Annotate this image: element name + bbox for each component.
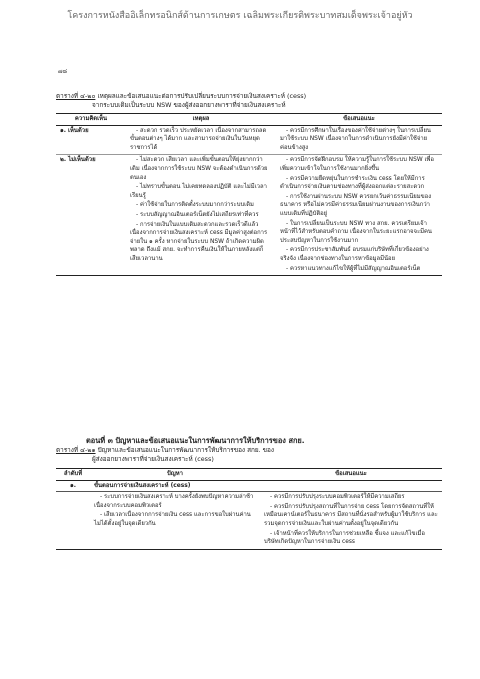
table2-caption <box>56 446 436 464</box>
suggestion-item: - ควรมีการจัดฝึกอบรม ให้ความรู้ในการใช้ระบบ NSW เพื่อเพิ่มความเข้าใจในการใช้งานมากยิ่งขึ้น <box>280 157 434 172</box>
table2-header-row <box>56 469 442 481</box>
table2-header: ข้อเสนอแนะ <box>260 469 442 481</box>
suggestion-item: - การใช้งานผ่านระบบ NSW ควรยกเว้นค่าธรรมเนียมของธนาคาร หรือไม่ควรมีค่าธรรมเนียมผ่านงานของการเงินกว่าแบบเดิมที่ปฏิบัติอยู่ <box>280 193 432 217</box>
table-row <box>56 125 442 155</box>
reason-cell <box>126 155 276 276</box>
problem-item: - ระบบการจ่ายเงินสงเคราะห์ บางครั้งยังพบปัญหาความล่าช้าเนื่องจากระบบคอมพิวเตอร์ <box>94 494 254 509</box>
table1 <box>56 113 442 276</box>
table-row <box>56 155 442 276</box>
table2-header: ปัญหา <box>90 469 260 481</box>
table2-header: ลำดับที่ <box>56 469 90 481</box>
section-title: ตอนที่ ๓ ปัญหาและข้อเสนอแนะในการพัฒนาการให้บริการของ สกย. <box>86 436 305 445</box>
table1-caption-line2: จากระบบเดิมเป็นระบบ NSW ของผู้ส่งออกยางพาราที่จ่ายเงินสงเคราะห์ <box>92 101 286 109</box>
opinion-cell: ๑. เห็นด้วย <box>56 125 126 155</box>
table2-caption-text: ปัญหาและข้อเสนอแนะในการพัฒนาการให้บริการของ สกย. ของ <box>97 446 274 454</box>
group-row <box>56 480 442 492</box>
problem-item: - เสียเวลาเนื่องจากการจ่ายเงิน cess และการขอใบผ่านค่านไม่ได้ตั้งอยู่ในจุดเดียวกัน <box>94 512 251 527</box>
suggestion-item: - ควรมีการประชาสัมพันธ์ อบรมแก่บริษัทที่เกี่ยวข้องอย่างจริงจัง เนื่องจากช่องทางในการหาข้อมูลมีน้อย <box>280 247 429 262</box>
table1-header: ข้อเสนอแนะ <box>276 114 442 126</box>
suggestion-cell <box>276 125 442 155</box>
reason-item: - ไม่ทราบขั้นตอน ไม่เคยทดลองปฏิบัติ และไม่มีเวลาเรียนรู้ <box>130 184 267 199</box>
table1-header: ความคิดเห็น <box>56 114 126 126</box>
suggestion-item: - ควรมีการปรับปรุงสถานที่ในการจ่าย cess โดยการจัดสถานที่ให้เหมือนเคาน์เตอร์ในธนาคาร มีสถานที่นั่งรอสำหรับผู้มาใช้บริการ และรวมจุดการจ่ายเงินและใบผ่านค่านตั้งอยู่ในจุดเดียวกัน <box>264 503 438 527</box>
table1-caption-text: เหตุผลและข้อเสนอแนะต่อการปรับเปลี่ยนระบบการจ่ายเงินสงเคราะห์ (cess) <box>97 92 307 100</box>
reason-cell <box>126 125 276 155</box>
page-number: ๗๘ <box>58 68 68 75</box>
reason-item: - ค่าใช้จ่ายในการติดตั้งระบบมากกว่าระบบเดิม <box>136 202 254 209</box>
problem-cell <box>90 492 260 550</box>
empty-cell <box>56 492 90 550</box>
suggestion-cell <box>260 492 442 550</box>
suggestion-item: - เจ้าหน้าที่ควรให้บริการในการช่วยเหลือ ชี้แจง และแก้ไขเมื่อบริษัทเกิดปัญหาในการจ่ายเงิน cess <box>264 530 425 546</box>
table1-caption <box>56 92 436 110</box>
table2-caption-label: ตารางที่ ๔-๒๑ <box>56 446 96 454</box>
opinion-cell: ๒. ไม่เห็นด้วย <box>56 155 126 276</box>
suggestion-item: - ควรมีการปรับปรุงระบบคอมพิวเตอร์ให้มีความเสถียร <box>270 494 405 501</box>
table1-caption-label: ตารางที่ ๔-๒๐ <box>56 92 96 100</box>
table1-header: เหตุผล <box>126 114 276 126</box>
suggestion-cell <box>276 155 442 276</box>
table-row <box>56 492 442 550</box>
group-number: ๑. <box>56 480 90 492</box>
suggestion-item: - ควรหาแนวทางแก้ไขให้ผู้ที่ไม่มีสัญญาณอินเตอร์เน็ต <box>286 265 421 272</box>
suggestion-item: - ควรมีความยืดหยุ่นในการชำระเงิน cess โดยให้มีการดำเนินการจ่ายเงินตามช่องทางที่ผู้ส่งออกแต่ละรายสะดวก <box>280 175 425 191</box>
running-header: โครงการหนังสืออิเล็กทรอนิกส์ด้านการเกษตร เฉลิมพระเกียรติพระบาทสมเด็จพระเจ้าอยู่หัว <box>67 11 413 21</box>
suggestion-item: - ควรมีการศึกษาในเรื่องของค่าใช้จ่ายต่างๆ ในการเปลี่ยนมาใช้ระบบ NSW เนื่องจากในการดำเนินการยังมีค่าใช้จ่ายค่อนข้างสูง <box>280 127 431 151</box>
reason-item: - ระบบสัญญาณอินเตอร์เน็ตยังไม่เสถียรเท่าที่ควร <box>136 211 259 218</box>
table2-caption-line2: ผู้ส่งออกยางพาราที่จ่ายเงินสงเคราะห์ (cess) <box>92 455 214 463</box>
group-title: ขั้นตอนการจ่ายเงินสงเคราะห์ (cess) <box>90 480 442 492</box>
table1-header-row <box>56 114 442 126</box>
table2 <box>56 468 442 550</box>
reason-item: - สะดวก รวดเร็ว ประหยัดเวลา เนื่องจากสามารถลดขั้นตอนต่างๆ ได้มาก และสามารถจ่ายเงินในวันหยุดราชการได้ <box>130 127 267 151</box>
reason-item: - ไม่สะดวก เสียเวลา และเพิ่มขั้นตอนให้ยุ่งยากกว่าเดิม เนื่องจากการใช้ระบบ NSW จะต้องดำเนินการด้วยตนเอง <box>130 157 268 181</box>
reason-item: - การจ่ายเงินในแบบเดิมสะดวกและรวดเร็วดีแล้ว เนื่องจากการจ่ายเงินสงเคราะห์ cess มีมูลค่าสูงต่อการจ่ายใน ๑ ครั้ง หากจ่ายในระบบ NSW ถ้าเกิดความผิดพลาด ถึงแม้ สกย. จะทำการคืนเงินให้ในภายหลังแต่ก็เสียเวลานาน <box>130 221 268 262</box>
suggestion-item: - ในการเปลี่ยนเป็นระบบ NSW ทาง สกย. ควรเตรียมเจ้าหน้าที่ไว้สำหรับตอบคำถาม เนื่องจากในระยะแรกอาจจะมีคนประสบปัญหาในการใช้งานมาก <box>280 220 432 244</box>
